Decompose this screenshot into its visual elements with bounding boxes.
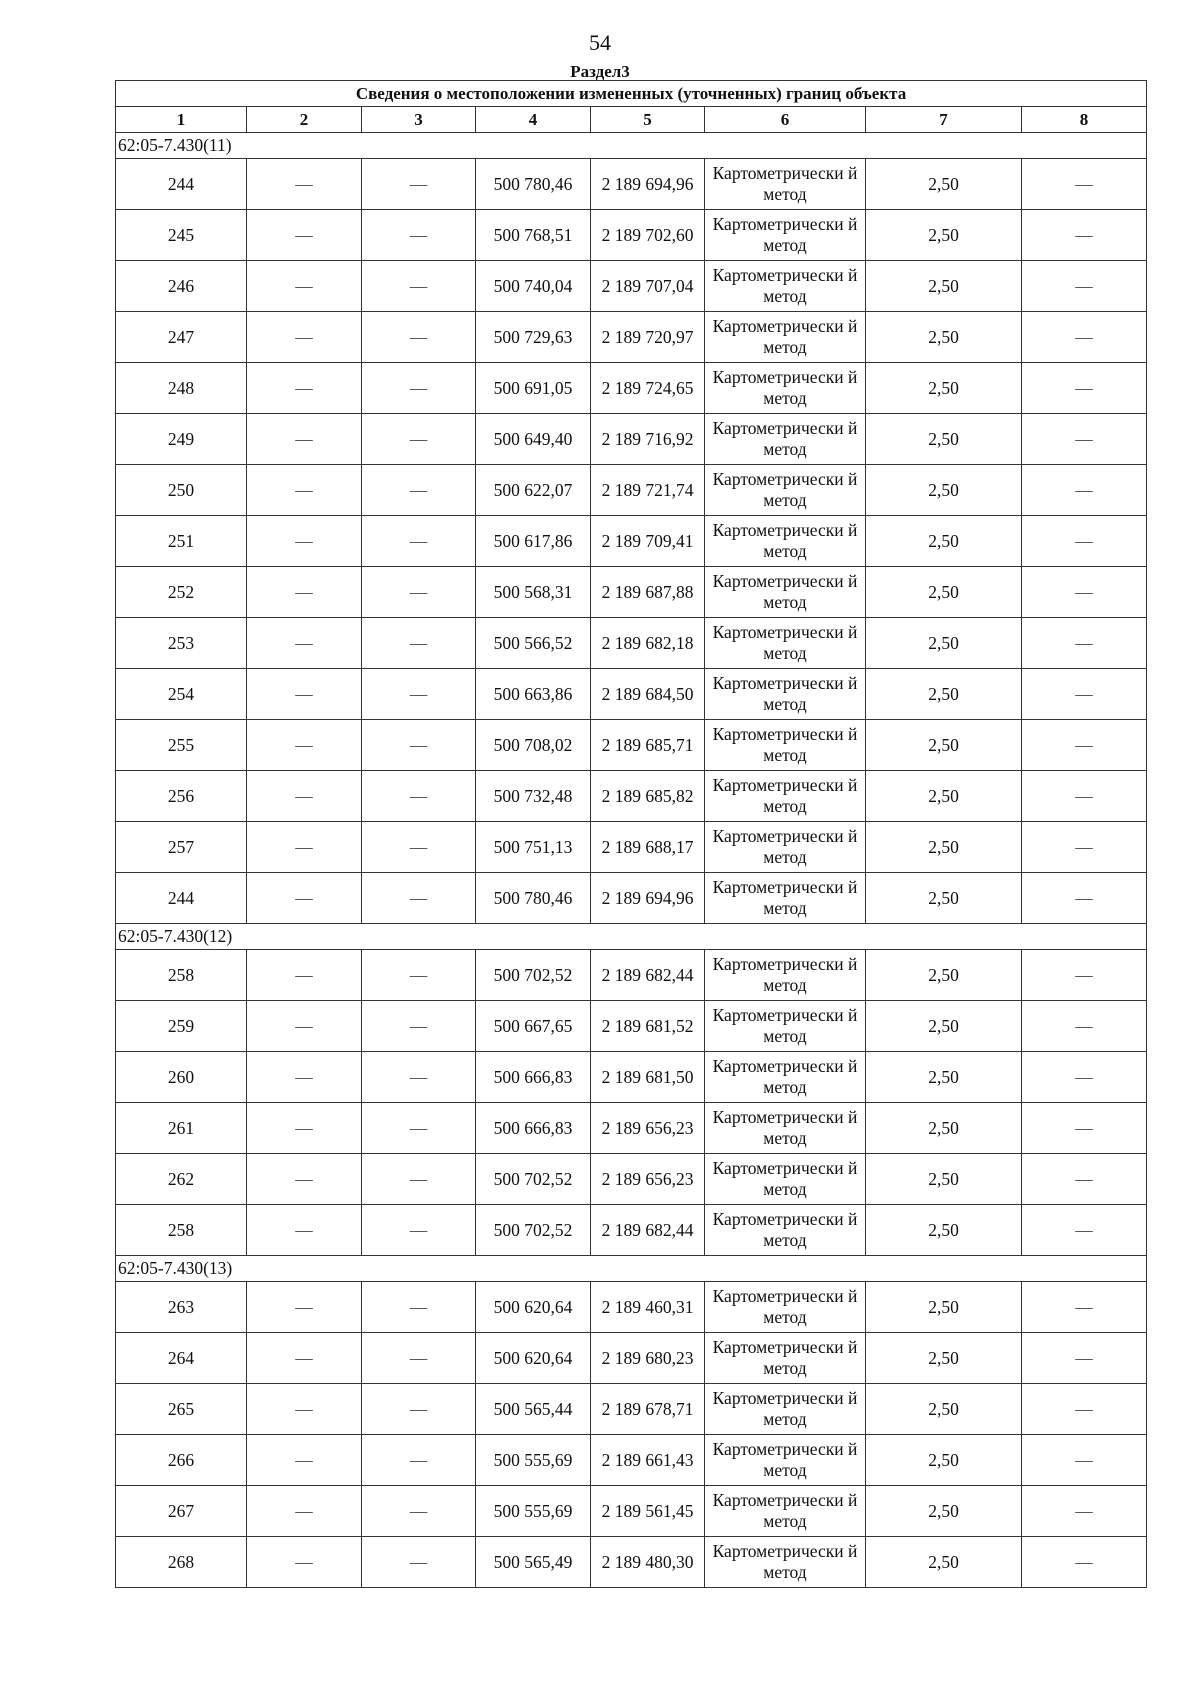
accuracy-cell: 2,50: [866, 1052, 1022, 1103]
point-number-cell: 258: [116, 1205, 247, 1256]
method-cell: Картометрически й метод: [705, 210, 866, 261]
x-coordinate-cell: 500 666,83: [476, 1052, 591, 1103]
column-2-cell: —: [247, 1052, 362, 1103]
column-8-cell: —: [1022, 312, 1147, 363]
table-title: Сведения о местоположении измененных (уточненных) границ объекта: [116, 81, 1147, 107]
y-coordinate-cell: 2 189 661,43: [591, 1435, 705, 1486]
column-3-cell: —: [362, 1384, 476, 1435]
y-coordinate-cell: 2 189 716,92: [591, 414, 705, 465]
table-row: [116, 567, 1147, 618]
y-coordinate-cell: 2 189 694,96: [591, 873, 705, 924]
x-coordinate-cell: 500 751,13: [476, 822, 591, 873]
y-coordinate-cell: 2 189 460,31: [591, 1282, 705, 1333]
column-2-cell: —: [247, 210, 362, 261]
point-number-cell: 245: [116, 210, 247, 261]
column-2-cell: —: [247, 567, 362, 618]
accuracy-cell: 2,50: [866, 1103, 1022, 1154]
column-8-cell: —: [1022, 873, 1147, 924]
table-row: [116, 159, 1147, 210]
column-2-cell: —: [247, 363, 362, 414]
column-8-cell: —: [1022, 1435, 1147, 1486]
column-8-cell: —: [1022, 567, 1147, 618]
column-3-cell: —: [362, 1282, 476, 1333]
table-row: [116, 1384, 1147, 1435]
x-coordinate-cell: 500 565,44: [476, 1384, 591, 1435]
point-number-cell: 246: [116, 261, 247, 312]
point-number-cell: 258: [116, 950, 247, 1001]
accuracy-cell: 2,50: [866, 771, 1022, 822]
x-coordinate-cell: 500 702,52: [476, 1205, 591, 1256]
column-8-cell: —: [1022, 1052, 1147, 1103]
group-header-row: [116, 1256, 1147, 1282]
accuracy-cell: 2,50: [866, 414, 1022, 465]
method-cell: Картометрически й метод: [705, 1537, 866, 1588]
group-id: 62:05-7.430(12): [116, 924, 1147, 950]
column-8-cell: —: [1022, 950, 1147, 1001]
y-coordinate-cell: 2 189 681,50: [591, 1052, 705, 1103]
y-coordinate-cell: 2 189 685,82: [591, 771, 705, 822]
method-cell: Картометрически й метод: [705, 669, 866, 720]
x-coordinate-cell: 500 732,48: [476, 771, 591, 822]
accuracy-cell: 2,50: [866, 1282, 1022, 1333]
point-number-cell: 265: [116, 1384, 247, 1435]
column-3-cell: —: [362, 312, 476, 363]
column-8-cell: —: [1022, 516, 1147, 567]
column-3-cell: —: [362, 1435, 476, 1486]
point-number-cell: 253: [116, 618, 247, 669]
column-8-cell: —: [1022, 1205, 1147, 1256]
column-3-cell: —: [362, 261, 476, 312]
method-cell: Картометрически й метод: [705, 1384, 866, 1435]
column-8-cell: —: [1022, 159, 1147, 210]
accuracy-cell: 2,50: [866, 516, 1022, 567]
y-coordinate-cell: 2 189 720,97: [591, 312, 705, 363]
column-8-cell: —: [1022, 618, 1147, 669]
column-8-cell: —: [1022, 1154, 1147, 1205]
point-number-cell: 259: [116, 1001, 247, 1052]
column-8-cell: —: [1022, 363, 1147, 414]
y-coordinate-cell: 2 189 688,17: [591, 822, 705, 873]
y-coordinate-cell: 2 189 656,23: [591, 1154, 705, 1205]
table-row: [116, 618, 1147, 669]
y-coordinate-cell: 2 189 694,96: [591, 159, 705, 210]
column-2-cell: —: [247, 822, 362, 873]
column-3-cell: —: [362, 771, 476, 822]
table-row: [116, 822, 1147, 873]
y-coordinate-cell: 2 189 678,71: [591, 1384, 705, 1435]
x-coordinate-cell: 500 729,63: [476, 312, 591, 363]
accuracy-cell: 2,50: [866, 312, 1022, 363]
method-cell: Картометрически й метод: [705, 1103, 866, 1154]
column-8-cell: —: [1022, 1103, 1147, 1154]
accuracy-cell: 2,50: [866, 1001, 1022, 1052]
x-coordinate-cell: 500 566,52: [476, 618, 591, 669]
x-coordinate-cell: 500 565,49: [476, 1537, 591, 1588]
column-2-cell: —: [247, 1103, 362, 1154]
column-3-cell: —: [362, 363, 476, 414]
point-number-cell: 248: [116, 363, 247, 414]
accuracy-cell: 2,50: [866, 261, 1022, 312]
table-row: [116, 312, 1147, 363]
table-row: [116, 720, 1147, 771]
point-number-cell: 250: [116, 465, 247, 516]
column-3-cell: —: [362, 720, 476, 771]
column-8-cell: —: [1022, 1333, 1147, 1384]
column-2-cell: —: [247, 516, 362, 567]
method-cell: Картометрически й метод: [705, 261, 866, 312]
y-coordinate-cell: 2 189 709,41: [591, 516, 705, 567]
point-number-cell: 266: [116, 1435, 247, 1486]
point-number-cell: 244: [116, 873, 247, 924]
x-coordinate-cell: 500 620,64: [476, 1333, 591, 1384]
point-number-cell: 267: [116, 1486, 247, 1537]
column-2-cell: —: [247, 1486, 362, 1537]
accuracy-cell: 2,50: [866, 1384, 1022, 1435]
accuracy-cell: 2,50: [866, 1333, 1022, 1384]
method-cell: Картометрически й метод: [705, 465, 866, 516]
group-header-row: [116, 133, 1147, 159]
column-2-cell: —: [247, 1537, 362, 1588]
x-coordinate-cell: 500 666,83: [476, 1103, 591, 1154]
method-cell: Картометрически й метод: [705, 771, 866, 822]
column-2-cell: —: [247, 1001, 362, 1052]
accuracy-cell: 2,50: [866, 873, 1022, 924]
x-coordinate-cell: 500 702,52: [476, 950, 591, 1001]
x-coordinate-cell: 500 780,46: [476, 873, 591, 924]
accuracy-cell: 2,50: [866, 567, 1022, 618]
column-2-cell: —: [247, 669, 362, 720]
point-number-cell: 255: [116, 720, 247, 771]
column-2-cell: —: [247, 1154, 362, 1205]
x-coordinate-cell: 500 617,86: [476, 516, 591, 567]
point-number-cell: 260: [116, 1052, 247, 1103]
method-cell: Картометрически й метод: [705, 950, 866, 1001]
accuracy-cell: 2,50: [866, 1435, 1022, 1486]
column-8-cell: —: [1022, 822, 1147, 873]
column-3-cell: —: [362, 465, 476, 516]
table-row: [116, 1001, 1147, 1052]
y-coordinate-cell: 2 189 687,88: [591, 567, 705, 618]
page-number: 54: [589, 30, 611, 55]
table-row: [116, 950, 1147, 1001]
method-cell: Картометрически й метод: [705, 1205, 866, 1256]
column-3-cell: —: [362, 1001, 476, 1052]
y-coordinate-cell: 2 189 682,44: [591, 1205, 705, 1256]
x-coordinate-cell: 500 708,02: [476, 720, 591, 771]
y-coordinate-cell: 2 189 724,65: [591, 363, 705, 414]
method-cell: Картометрически й метод: [705, 822, 866, 873]
y-coordinate-cell: 2 189 561,45: [591, 1486, 705, 1537]
group-id: 62:05-7.430(11): [116, 133, 1147, 159]
x-coordinate-cell: 500 691,05: [476, 363, 591, 414]
point-number-cell: 256: [116, 771, 247, 822]
column-8-cell: —: [1022, 1384, 1147, 1435]
table-row: [116, 261, 1147, 312]
column-2-cell: —: [247, 312, 362, 363]
column-3-cell: —: [362, 1154, 476, 1205]
accuracy-cell: 2,50: [866, 210, 1022, 261]
column-number: 3: [362, 107, 476, 133]
column-number: 6: [705, 107, 866, 133]
table-row: [116, 1154, 1147, 1205]
method-cell: Картометрически й метод: [705, 363, 866, 414]
table-row: [116, 1205, 1147, 1256]
accuracy-cell: 2,50: [866, 1154, 1022, 1205]
column-3-cell: —: [362, 1333, 476, 1384]
column-3-cell: —: [362, 159, 476, 210]
column-3-cell: —: [362, 1486, 476, 1537]
column-2-cell: —: [247, 950, 362, 1001]
column-8-cell: —: [1022, 1537, 1147, 1588]
column-2-cell: —: [247, 414, 362, 465]
column-3-cell: —: [362, 1052, 476, 1103]
column-2-cell: —: [247, 1435, 362, 1486]
column-8-cell: —: [1022, 1001, 1147, 1052]
method-cell: Картометрически й метод: [705, 516, 866, 567]
point-number-cell: 244: [116, 159, 247, 210]
column-3-cell: —: [362, 567, 476, 618]
x-coordinate-cell: 500 663,86: [476, 669, 591, 720]
x-coordinate-cell: 500 568,31: [476, 567, 591, 618]
column-3-cell: —: [362, 669, 476, 720]
column-number: 2: [247, 107, 362, 133]
column-2-cell: —: [247, 1282, 362, 1333]
column-2-cell: —: [247, 771, 362, 822]
table-row: [116, 1052, 1147, 1103]
accuracy-cell: 2,50: [866, 822, 1022, 873]
accuracy-cell: 2,50: [866, 950, 1022, 1001]
column-2-cell: —: [247, 1384, 362, 1435]
x-coordinate-cell: 500 780,46: [476, 159, 591, 210]
y-coordinate-cell: 2 189 656,23: [591, 1103, 705, 1154]
column-2-cell: —: [247, 261, 362, 312]
column-2-cell: —: [247, 465, 362, 516]
column-8-cell: —: [1022, 414, 1147, 465]
table-row: [116, 210, 1147, 261]
boundary-coordinates-table: [115, 80, 1147, 1588]
column-3-cell: —: [362, 1103, 476, 1154]
column-number: 5: [591, 107, 705, 133]
column-2-cell: —: [247, 159, 362, 210]
point-number-cell: 251: [116, 516, 247, 567]
column-3-cell: —: [362, 1205, 476, 1256]
method-cell: Картометрически й метод: [705, 414, 866, 465]
y-coordinate-cell: 2 189 685,71: [591, 720, 705, 771]
column-2-cell: —: [247, 1205, 362, 1256]
column-number: 8: [1022, 107, 1147, 133]
x-coordinate-cell: 500 555,69: [476, 1435, 591, 1486]
point-number-cell: 263: [116, 1282, 247, 1333]
x-coordinate-cell: 500 667,65: [476, 1001, 591, 1052]
method-cell: Картометрически й метод: [705, 1486, 866, 1537]
column-3-cell: —: [362, 1537, 476, 1588]
x-coordinate-cell: 500 702,52: [476, 1154, 591, 1205]
method-cell: Картометрически й метод: [705, 312, 866, 363]
method-cell: Картометрически й метод: [705, 159, 866, 210]
column-8-cell: —: [1022, 771, 1147, 822]
y-coordinate-cell: 2 189 684,50: [591, 669, 705, 720]
y-coordinate-cell: 2 189 702,60: [591, 210, 705, 261]
accuracy-cell: 2,50: [866, 159, 1022, 210]
accuracy-cell: 2,50: [866, 669, 1022, 720]
method-cell: Картометрически й метод: [705, 618, 866, 669]
table-row: [116, 363, 1147, 414]
column-3-cell: —: [362, 618, 476, 669]
accuracy-cell: 2,50: [866, 1486, 1022, 1537]
accuracy-cell: 2,50: [866, 465, 1022, 516]
point-number-cell: 252: [116, 567, 247, 618]
column-number: 7: [866, 107, 1022, 133]
point-number-cell: 261: [116, 1103, 247, 1154]
y-coordinate-cell: 2 189 681,52: [591, 1001, 705, 1052]
method-cell: Картометрически й метод: [705, 1333, 866, 1384]
point-number-cell: 268: [116, 1537, 247, 1588]
y-coordinate-cell: 2 189 721,74: [591, 465, 705, 516]
method-cell: Картометрически й метод: [705, 873, 866, 924]
column-8-cell: —: [1022, 669, 1147, 720]
column-3-cell: —: [362, 950, 476, 1001]
method-cell: Картометрически й метод: [705, 1001, 866, 1052]
table-row: [116, 1333, 1147, 1384]
accuracy-cell: 2,50: [866, 720, 1022, 771]
table-row: [116, 465, 1147, 516]
accuracy-cell: 2,50: [866, 1537, 1022, 1588]
x-coordinate-cell: 500 622,07: [476, 465, 591, 516]
column-number: 1: [116, 107, 247, 133]
table-body: [116, 133, 1147, 1588]
accuracy-cell: 2,50: [866, 363, 1022, 414]
table-row: [116, 873, 1147, 924]
method-cell: Картометрически й метод: [705, 720, 866, 771]
column-number: 4: [476, 107, 591, 133]
column-3-cell: —: [362, 873, 476, 924]
column-3-cell: —: [362, 822, 476, 873]
table-row: [116, 516, 1147, 567]
y-coordinate-cell: 2 189 480,30: [591, 1537, 705, 1588]
column-8-cell: —: [1022, 720, 1147, 771]
x-coordinate-cell: 500 768,51: [476, 210, 591, 261]
table-row: [116, 771, 1147, 822]
column-8-cell: —: [1022, 1282, 1147, 1333]
method-cell: Картометрически й метод: [705, 1154, 866, 1205]
column-2-cell: —: [247, 873, 362, 924]
accuracy-cell: 2,50: [866, 1205, 1022, 1256]
table-row: [116, 1282, 1147, 1333]
y-coordinate-cell: 2 189 707,04: [591, 261, 705, 312]
point-number-cell: 247: [116, 312, 247, 363]
point-number-cell: 262: [116, 1154, 247, 1205]
column-8-cell: —: [1022, 1486, 1147, 1537]
table-row: [116, 1537, 1147, 1588]
column-2-cell: —: [247, 1333, 362, 1384]
method-cell: Картометрически й метод: [705, 1282, 866, 1333]
column-2-cell: —: [247, 618, 362, 669]
x-coordinate-cell: 500 649,40: [476, 414, 591, 465]
x-coordinate-cell: 500 620,64: [476, 1282, 591, 1333]
point-number-cell: 249: [116, 414, 247, 465]
point-number-cell: 254: [116, 669, 247, 720]
group-header-row: [116, 924, 1147, 950]
y-coordinate-cell: 2 189 682,44: [591, 950, 705, 1001]
column-8-cell: —: [1022, 261, 1147, 312]
y-coordinate-cell: 2 189 680,23: [591, 1333, 705, 1384]
table-row: [116, 669, 1147, 720]
y-coordinate-cell: 2 189 682,18: [591, 618, 705, 669]
column-3-cell: —: [362, 414, 476, 465]
column-3-cell: —: [362, 516, 476, 567]
accuracy-cell: 2,50: [866, 618, 1022, 669]
table-row: [116, 414, 1147, 465]
column-3-cell: —: [362, 210, 476, 261]
group-id: 62:05-7.430(13): [116, 1256, 1147, 1282]
point-number-cell: 257: [116, 822, 247, 873]
table-row: [116, 1486, 1147, 1537]
x-coordinate-cell: 500 740,04: [476, 261, 591, 312]
point-number-cell: 264: [116, 1333, 247, 1384]
table-row: [116, 1103, 1147, 1154]
method-cell: Картометрически й метод: [705, 1435, 866, 1486]
column-8-cell: —: [1022, 210, 1147, 261]
method-cell: Картометрически й метод: [705, 567, 866, 618]
x-coordinate-cell: 500 555,69: [476, 1486, 591, 1537]
column-2-cell: —: [247, 720, 362, 771]
method-cell: Картометрически й метод: [705, 1052, 866, 1103]
column-number-row: [116, 107, 1147, 133]
section-label: Раздел3: [570, 62, 630, 81]
column-8-cell: —: [1022, 465, 1147, 516]
table-row: [116, 1435, 1147, 1486]
